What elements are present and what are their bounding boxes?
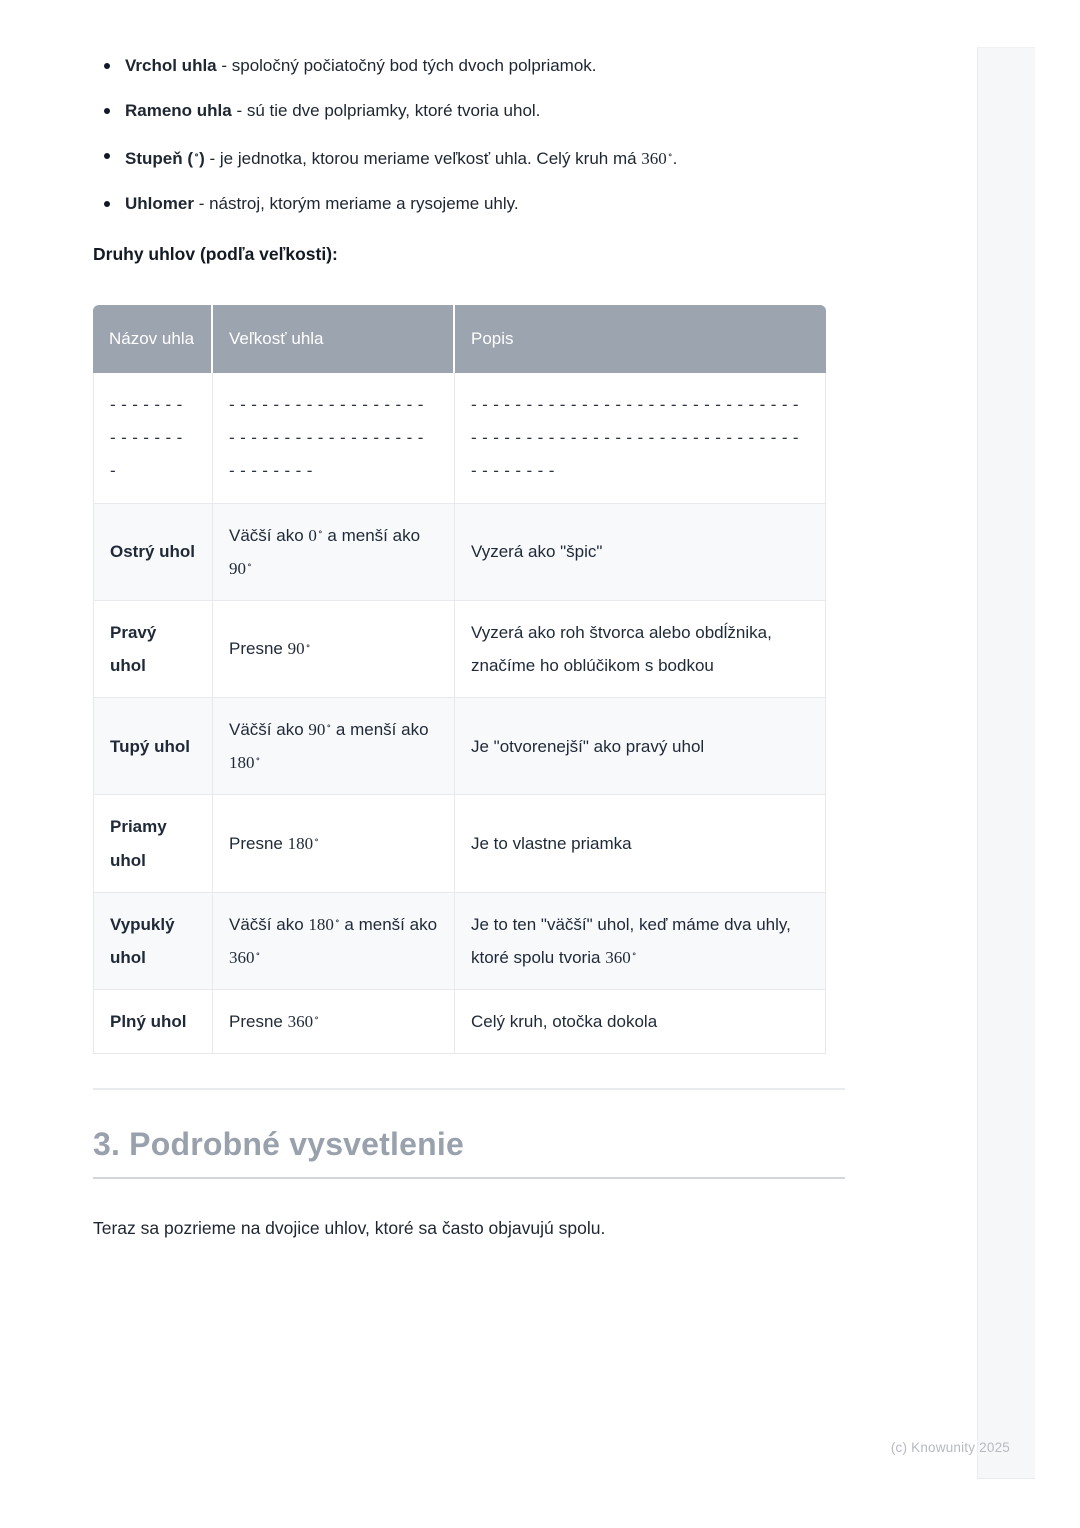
degree-value: 180∘	[229, 753, 261, 773]
cell-name: Vypuklý uhol	[93, 893, 213, 990]
table-row-tupy-uhol	[93, 698, 826, 795]
cell-size: Presne 180∘	[213, 795, 455, 892]
intro-paragraph: Teraz sa pozrieme na dvojice uhlov, ktoré sa často objavujú spolu.	[93, 1218, 606, 1239]
term-rameno-uhla: Rameno uhla	[125, 101, 232, 120]
table-row-plny-uhol	[93, 990, 826, 1054]
degree-value: 0∘	[308, 525, 323, 545]
section-subheading: Druhy uhlov (podľa veľkosti):	[93, 243, 338, 264]
cell-desc: Je to ten "väčší" uhol, keď máme dva uhly, ktoré spolu tvoria 360∘	[455, 893, 826, 990]
term-vrchol-uhla: Vrchol uhla	[125, 56, 217, 75]
angle-types-table	[93, 305, 826, 1054]
list-item	[93, 190, 845, 218]
list-item	[93, 142, 845, 173]
section-divider	[93, 1088, 845, 1090]
cell-size: Väčší ako 0∘ a menší ako 90∘	[213, 504, 455, 601]
cell-name: Plný uhol	[93, 990, 213, 1054]
table-header-row	[93, 305, 826, 373]
detail-section-heading: 3. Podrobné vysvetlenie	[93, 1126, 845, 1179]
degree-value: 90∘	[287, 639, 311, 659]
term-definition: - nástroj, ktorým meriame a rysojeme uhly.	[193, 193, 519, 213]
term-definition: - spoločný počiatočný bod tých dvoch polpriamok.	[216, 56, 597, 75]
cell-name: Pravý uhol	[93, 601, 213, 698]
cell-desc: Je to vlastne priamka	[455, 795, 826, 892]
term-uhlomer: Uhlomer	[125, 193, 194, 213]
cell-name: Tupý uhol	[93, 698, 213, 795]
degree-value: 180∘	[308, 914, 340, 934]
cell-desc: Vyzerá ako "špic"	[455, 504, 826, 601]
cell-desc: Celý kruh, otočka dokola	[455, 990, 826, 1054]
cell-size: Väčší ako 180∘ a menší ako 360∘	[213, 893, 455, 990]
table-row-priamy-uhol	[93, 795, 826, 892]
degree-value: 360∘	[287, 1012, 319, 1032]
column-header-nazov-uhla: Názov uhla	[93, 305, 213, 373]
column-header-popis: Popis	[455, 305, 826, 373]
bullet-icon	[104, 108, 110, 114]
bullet-icon	[104, 153, 110, 159]
cell-desc: Vyzerá ako roh štvorca alebo obdĺžnika, značíme ho oblúčikom s bodkou	[455, 601, 826, 698]
page-edge-bar	[977, 47, 1035, 1479]
definitions-list	[93, 52, 845, 218]
degree-value: 360∘	[641, 148, 673, 168]
cell-name: ---------------	[93, 373, 213, 503]
table-row-ostry-uhol	[93, 504, 826, 601]
cell-size: Väčší ako 90∘ a menší ako 180∘	[213, 698, 455, 795]
term-definition: - je jednotka, ktorou meriame veľkosť uhla. Celý kruh má 360∘.	[204, 148, 678, 168]
table-row-pravy-uhol	[93, 601, 826, 698]
table-row-separator	[93, 373, 826, 503]
degree-value: ∘	[194, 150, 200, 161]
page-content	[93, 0, 845, 1241]
table-row-vypukly-uhol	[93, 893, 826, 990]
degree-value: 180∘	[287, 834, 319, 854]
degree-value: 360∘	[605, 947, 637, 967]
bullet-icon	[104, 63, 110, 69]
bullet-icon	[104, 201, 110, 207]
page-copyright: (c) Knowunity 2025	[890, 1440, 1010, 1455]
list-item	[93, 97, 845, 125]
cell-size: Presne 90∘	[213, 601, 455, 698]
cell-desc: Je "otvorenejší" ako pravý uhol	[455, 698, 826, 795]
cell-name: Ostrý uhol	[93, 504, 213, 601]
cell-name: Priamy uhol	[93, 795, 213, 892]
cell-size: Presne 360∘	[213, 990, 455, 1054]
degree-value: 90∘	[308, 720, 332, 740]
degree-value: 360∘	[229, 947, 261, 967]
cell-desc: --------------------------------------------------------------------	[455, 373, 826, 503]
term-definition: - sú tie dve polpriamky, ktoré tvoria uhol.	[231, 101, 541, 120]
list-item	[93, 52, 845, 80]
cell-size: --------------------------------------------	[213, 373, 455, 503]
column-header-velkost-uhla: Veľkosť uhla	[213, 305, 455, 373]
term-stupen: Stupeň (∘)	[125, 148, 205, 168]
degree-value: 90∘	[229, 558, 252, 578]
